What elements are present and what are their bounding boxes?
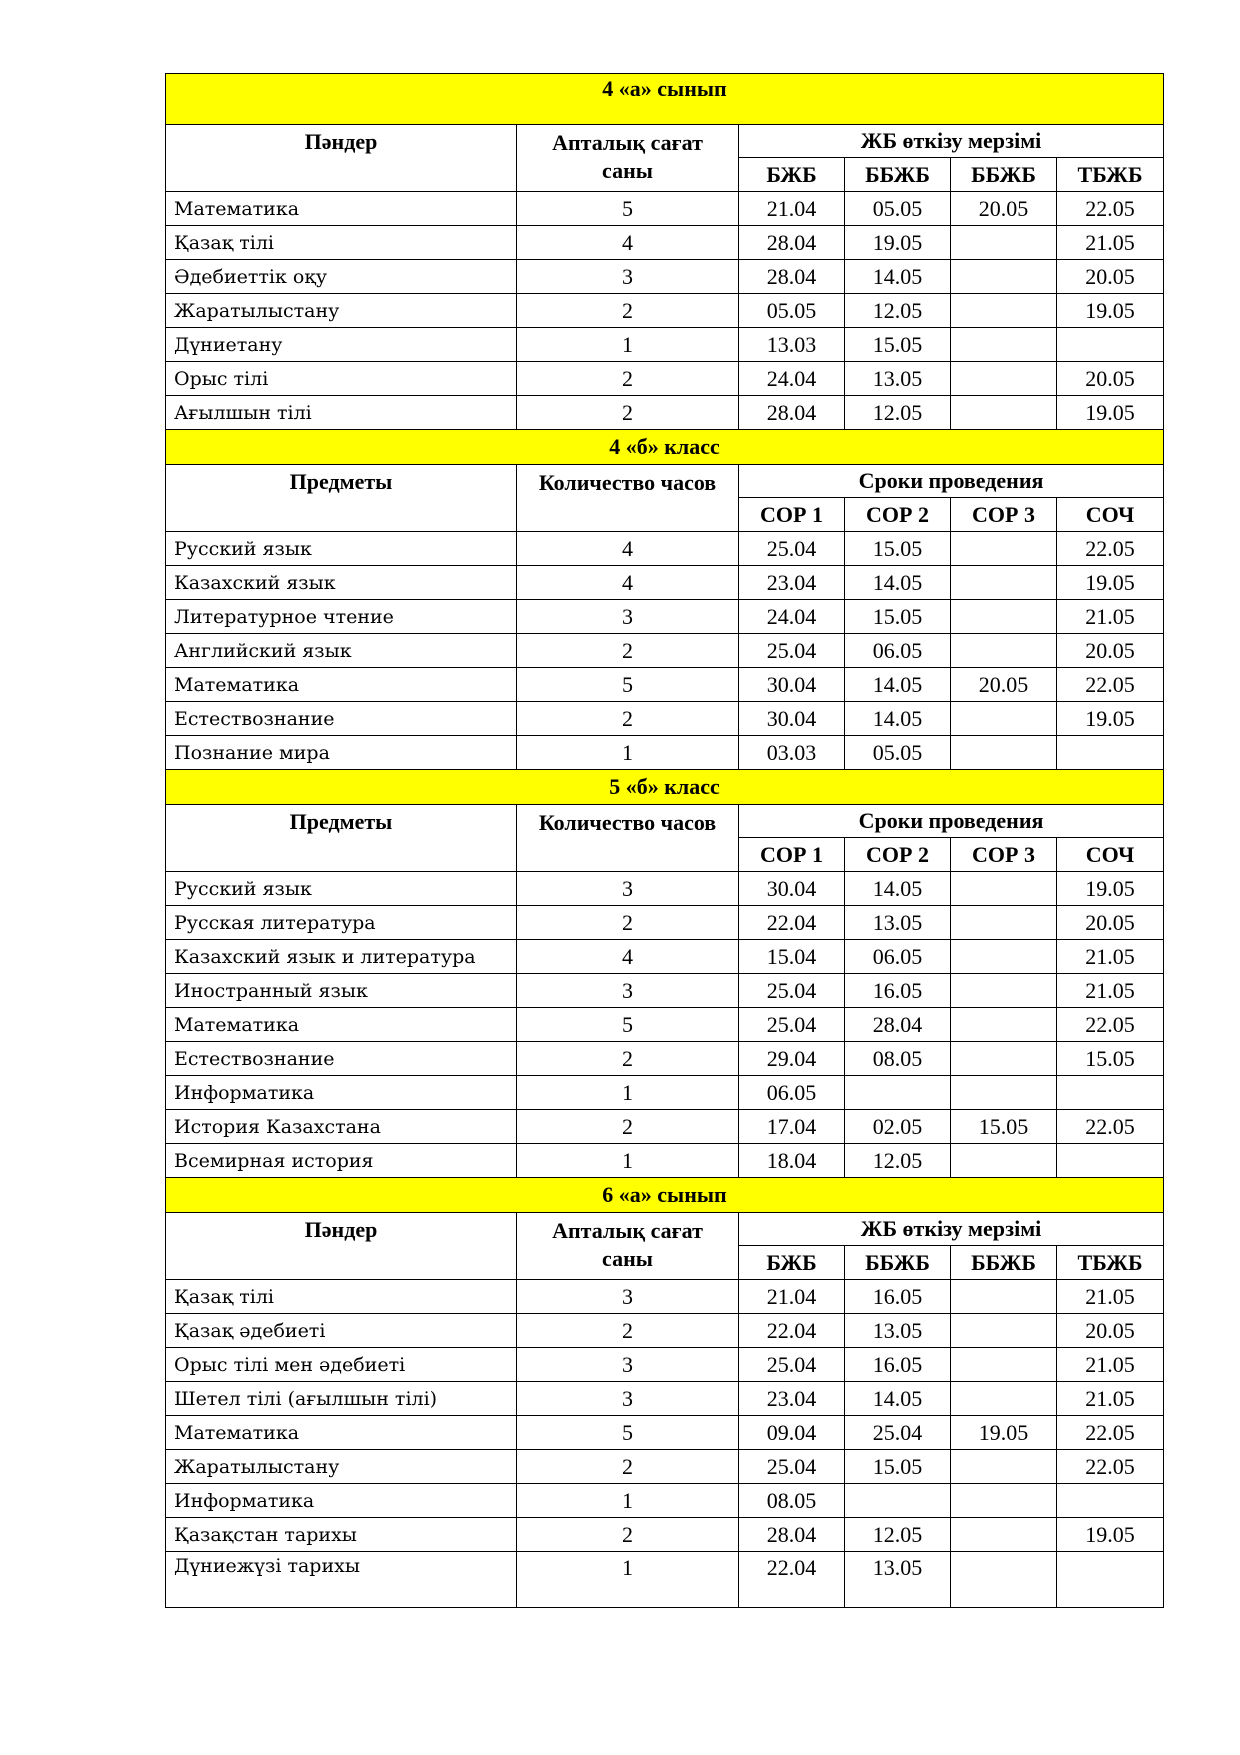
subject-cell: Математика <box>166 192 517 226</box>
date-cell: 12.05 <box>845 294 951 328</box>
date-cell: 25.04 <box>739 974 845 1008</box>
header-row <box>166 805 1164 838</box>
date-cell: 13.03 <box>739 328 845 362</box>
date-cell: 12.05 <box>845 1518 951 1552</box>
hours-cell: 2 <box>517 1042 739 1076</box>
date-cell: 20.05 <box>1057 634 1164 668</box>
hours-cell: 3 <box>517 974 739 1008</box>
header-row <box>166 1213 1164 1246</box>
assessment-schedule-table <box>165 73 1164 1608</box>
hours-cell: 2 <box>517 362 739 396</box>
date-cell: 28.04 <box>845 1008 951 1042</box>
assessment-column-header: СОР 3 <box>951 498 1057 532</box>
date-cell: 16.05 <box>845 1280 951 1314</box>
subject-cell: Английский язык <box>166 634 517 668</box>
section-title-row <box>166 770 1164 805</box>
date-cell: 30.04 <box>739 872 845 906</box>
dates-column-header: ЖБ өткізу мерзімі <box>739 125 1164 158</box>
date-cell: 28.04 <box>739 260 845 294</box>
date-cell <box>951 328 1057 362</box>
section-title: 5 «б» класс <box>166 770 1164 805</box>
subject-cell: Жаратылыстану <box>166 1450 517 1484</box>
date-cell <box>951 1348 1057 1382</box>
subject-cell: Всемирная история <box>166 1144 517 1178</box>
date-cell: 25.04 <box>739 532 845 566</box>
assessment-column-header: СОР 2 <box>845 838 951 872</box>
date-cell: 25.04 <box>739 1348 845 1382</box>
table-row <box>166 328 1164 362</box>
section-title-row <box>166 430 1164 465</box>
table-row <box>166 600 1164 634</box>
table-row <box>166 1416 1164 1450</box>
subject-cell: Қазақ тілі <box>166 1280 517 1314</box>
date-cell: 13.05 <box>845 362 951 396</box>
date-cell <box>951 532 1057 566</box>
date-cell: 22.05 <box>1057 668 1164 702</box>
date-cell: 19.05 <box>1057 566 1164 600</box>
section-title: 4 «а» сынып <box>166 74 1164 125</box>
table-row <box>166 362 1164 396</box>
assessment-column-header: СОР 1 <box>739 498 845 532</box>
date-cell: 19.05 <box>1057 396 1164 430</box>
hours-cell: 5 <box>517 668 739 702</box>
subject-cell: Қазақстан тарихы <box>166 1518 517 1552</box>
date-cell: 14.05 <box>845 702 951 736</box>
date-cell <box>1057 736 1164 770</box>
date-cell: 19.05 <box>1057 702 1164 736</box>
date-cell <box>951 260 1057 294</box>
table-row <box>166 260 1164 294</box>
subject-cell: Ағылшын тілі <box>166 396 517 430</box>
table-row <box>166 396 1164 430</box>
hours-cell: 3 <box>517 1348 739 1382</box>
date-cell: 25.04 <box>845 1416 951 1450</box>
hours-cell: 5 <box>517 1416 739 1450</box>
subject-cell: Дүниежүзі тарихы <box>166 1552 517 1608</box>
table-row <box>166 668 1164 702</box>
date-cell: 21.05 <box>1057 600 1164 634</box>
subject-cell: Математика <box>166 1416 517 1450</box>
table-row <box>166 736 1164 770</box>
date-cell <box>1057 328 1164 362</box>
assessment-column-header: ББЖБ <box>951 158 1057 192</box>
date-cell: 08.05 <box>845 1042 951 1076</box>
subject-cell: Жаратылыстану <box>166 294 517 328</box>
date-cell: 06.05 <box>845 940 951 974</box>
table-row <box>166 1008 1164 1042</box>
date-cell: 22.05 <box>1057 1110 1164 1144</box>
subject-cell: Қазақ әдебиеті <box>166 1314 517 1348</box>
table-row <box>166 634 1164 668</box>
date-cell <box>951 1314 1057 1348</box>
table-row <box>166 1314 1164 1348</box>
date-cell: 20.05 <box>951 192 1057 226</box>
date-cell <box>951 396 1057 430</box>
table-row <box>166 872 1164 906</box>
subject-cell: Казахский язык и литература <box>166 940 517 974</box>
date-cell <box>951 940 1057 974</box>
section-title-row <box>166 1178 1164 1213</box>
date-cell: 19.05 <box>951 1416 1057 1450</box>
assessment-column-header: ББЖБ <box>845 1246 951 1280</box>
date-cell: 12.05 <box>845 1144 951 1178</box>
date-cell: 22.05 <box>1057 1008 1164 1042</box>
date-cell <box>951 1450 1057 1484</box>
subject-cell: Естествознание <box>166 1042 517 1076</box>
hours-cell: 4 <box>517 566 739 600</box>
date-cell: 14.05 <box>845 872 951 906</box>
date-cell <box>1057 1552 1164 1608</box>
table-row <box>166 1280 1164 1314</box>
date-cell <box>951 702 1057 736</box>
section-title: 4 «б» класс <box>166 430 1164 465</box>
date-cell: 21.05 <box>1057 1280 1164 1314</box>
table-row <box>166 1552 1164 1608</box>
assessment-column-header: ББЖБ <box>845 158 951 192</box>
date-cell: 15.05 <box>845 1450 951 1484</box>
assessment-column-header: СОЧ <box>1057 838 1164 872</box>
date-cell: 05.05 <box>845 192 951 226</box>
date-cell: 15.04 <box>739 940 845 974</box>
table-row <box>166 1518 1164 1552</box>
hours-cell: 3 <box>517 872 739 906</box>
subject-cell: Познание мира <box>166 736 517 770</box>
date-cell: 03.03 <box>739 736 845 770</box>
subject-cell: Математика <box>166 668 517 702</box>
date-cell: 19.05 <box>845 226 951 260</box>
hours-cell: 4 <box>517 226 739 260</box>
date-cell: 21.05 <box>1057 974 1164 1008</box>
table-row <box>166 1450 1164 1484</box>
date-cell: 14.05 <box>845 1382 951 1416</box>
hours-cell: 2 <box>517 1450 739 1484</box>
hours-cell: 1 <box>517 736 739 770</box>
date-cell: 21.05 <box>1057 1348 1164 1382</box>
subject-cell: История Казахстана <box>166 1110 517 1144</box>
subject-cell: Орыс тілі <box>166 362 517 396</box>
date-cell: 19.05 <box>1057 1518 1164 1552</box>
date-cell: 15.05 <box>1057 1042 1164 1076</box>
date-cell: 24.04 <box>739 362 845 396</box>
date-cell <box>951 872 1057 906</box>
date-cell: 22.05 <box>1057 532 1164 566</box>
date-cell <box>951 362 1057 396</box>
hours-cell: 4 <box>517 532 739 566</box>
date-cell: 08.05 <box>739 1484 845 1518</box>
date-cell <box>951 600 1057 634</box>
date-cell: 02.05 <box>845 1110 951 1144</box>
table-row <box>166 1076 1164 1110</box>
hours-cell: 2 <box>517 1110 739 1144</box>
date-cell <box>951 1280 1057 1314</box>
hours-cell: 2 <box>517 906 739 940</box>
date-cell: 13.05 <box>845 1552 951 1608</box>
assessment-column-header: СОР 1 <box>739 838 845 872</box>
hours-cell: 3 <box>517 260 739 294</box>
subject-cell: Информатика <box>166 1484 517 1518</box>
assessment-column-header: БЖБ <box>739 1246 845 1280</box>
table-row <box>166 974 1164 1008</box>
dates-column-header: Сроки проведения <box>739 465 1164 498</box>
table-row <box>166 1110 1164 1144</box>
date-cell: 21.04 <box>739 1280 845 1314</box>
date-cell: 09.04 <box>739 1416 845 1450</box>
subject-cell: Естествознание <box>166 702 517 736</box>
date-cell: 21.04 <box>739 192 845 226</box>
hours-column-header: Апталық сағат саны <box>517 125 739 192</box>
hours-cell: 2 <box>517 702 739 736</box>
date-cell: 25.04 <box>739 1008 845 1042</box>
date-cell <box>951 294 1057 328</box>
subject-cell: Информатика <box>166 1076 517 1110</box>
hours-cell: 3 <box>517 600 739 634</box>
date-cell: 14.05 <box>845 260 951 294</box>
date-cell: 29.04 <box>739 1042 845 1076</box>
date-cell: 15.05 <box>845 532 951 566</box>
table-row <box>166 702 1164 736</box>
assessment-column-header: ТБЖБ <box>1057 158 1164 192</box>
table-row <box>166 226 1164 260</box>
hours-column-header: Количество часов <box>517 465 739 532</box>
table-row <box>166 294 1164 328</box>
date-cell <box>951 1008 1057 1042</box>
hours-cell: 4 <box>517 940 739 974</box>
date-cell: 25.04 <box>739 1450 845 1484</box>
date-cell: 28.04 <box>739 226 845 260</box>
hours-column-header: Количество часов <box>517 805 739 872</box>
date-cell: 05.05 <box>845 736 951 770</box>
date-cell: 13.05 <box>845 1314 951 1348</box>
subject-cell: Казахский язык <box>166 566 517 600</box>
date-cell: 20.05 <box>1057 362 1164 396</box>
date-cell: 28.04 <box>739 396 845 430</box>
date-cell <box>951 226 1057 260</box>
subject-column-header: Предметы <box>166 805 517 872</box>
subject-cell: Қазақ тілі <box>166 226 517 260</box>
hours-cell: 2 <box>517 634 739 668</box>
date-cell <box>1057 1144 1164 1178</box>
assessment-column-header: ББЖБ <box>951 1246 1057 1280</box>
date-cell: 22.05 <box>1057 192 1164 226</box>
dates-column-header: Сроки проведения <box>739 805 1164 838</box>
date-cell <box>951 1144 1057 1178</box>
date-cell: 23.04 <box>739 566 845 600</box>
date-cell: 22.04 <box>739 906 845 940</box>
date-cell: 15.05 <box>951 1110 1057 1144</box>
section-title-row <box>166 74 1164 125</box>
subject-cell: Русская литература <box>166 906 517 940</box>
hours-cell: 3 <box>517 1280 739 1314</box>
hours-cell: 1 <box>517 1076 739 1110</box>
date-cell: 19.05 <box>1057 872 1164 906</box>
date-cell <box>951 1552 1057 1608</box>
subject-cell: Русский язык <box>166 872 517 906</box>
subject-column-header: Пәндер <box>166 125 517 192</box>
date-cell: 22.05 <box>1057 1450 1164 1484</box>
date-cell: 21.05 <box>1057 1382 1164 1416</box>
table-row <box>166 1144 1164 1178</box>
date-cell: 05.05 <box>739 294 845 328</box>
subject-cell: Русский язык <box>166 532 517 566</box>
subject-cell: Дүниетану <box>166 328 517 362</box>
assessment-column-header: БЖБ <box>739 158 845 192</box>
date-cell: 16.05 <box>845 974 951 1008</box>
table-row <box>166 1484 1164 1518</box>
date-cell: 22.05 <box>1057 1416 1164 1450</box>
table-row <box>166 1382 1164 1416</box>
date-cell: 15.05 <box>845 328 951 362</box>
dates-column-header: ЖБ өткізу мерзімі <box>739 1213 1164 1246</box>
hours-cell: 2 <box>517 1518 739 1552</box>
date-cell: 23.04 <box>739 1382 845 1416</box>
date-cell: 18.04 <box>739 1144 845 1178</box>
date-cell: 30.04 <box>739 702 845 736</box>
date-cell: 17.04 <box>739 1110 845 1144</box>
date-cell: 21.05 <box>1057 226 1164 260</box>
table-row <box>166 940 1164 974</box>
subject-cell: Шетел тілі (ағылшын тілі) <box>166 1382 517 1416</box>
hours-cell: 2 <box>517 1314 739 1348</box>
date-cell: 16.05 <box>845 1348 951 1382</box>
date-cell <box>951 974 1057 1008</box>
date-cell: 25.04 <box>739 634 845 668</box>
date-cell: 22.04 <box>739 1314 845 1348</box>
date-cell <box>951 736 1057 770</box>
subject-column-header: Пәндер <box>166 1213 517 1280</box>
date-cell: 19.05 <box>1057 294 1164 328</box>
date-cell <box>1057 1076 1164 1110</box>
hours-cell: 2 <box>517 396 739 430</box>
assessment-column-header: СОЧ <box>1057 498 1164 532</box>
assessment-column-header: СОР 3 <box>951 838 1057 872</box>
date-cell: 20.05 <box>951 668 1057 702</box>
date-cell <box>951 1042 1057 1076</box>
hours-cell: 1 <box>517 1484 739 1518</box>
hours-cell: 2 <box>517 294 739 328</box>
subject-column-header: Предметы <box>166 465 517 532</box>
hours-cell: 1 <box>517 328 739 362</box>
date-cell <box>951 1382 1057 1416</box>
assessment-column-header: СОР 2 <box>845 498 951 532</box>
header-row <box>166 125 1164 158</box>
subject-cell: Литературное чтение <box>166 600 517 634</box>
date-cell: 20.05 <box>1057 260 1164 294</box>
hours-cell: 3 <box>517 1382 739 1416</box>
date-cell: 30.04 <box>739 668 845 702</box>
date-cell <box>951 634 1057 668</box>
section-title: 6 «а» сынып <box>166 1178 1164 1213</box>
date-cell: 20.05 <box>1057 906 1164 940</box>
table-row <box>166 906 1164 940</box>
subject-cell: Орыс тілі мен әдебиеті <box>166 1348 517 1382</box>
date-cell: 14.05 <box>845 566 951 600</box>
date-cell <box>951 1484 1057 1518</box>
date-cell: 21.05 <box>1057 940 1164 974</box>
date-cell <box>845 1076 951 1110</box>
subject-cell: Әдебиеттік оқу <box>166 260 517 294</box>
table-row <box>166 1042 1164 1076</box>
date-cell: 20.05 <box>1057 1314 1164 1348</box>
date-cell <box>951 906 1057 940</box>
hours-cell: 1 <box>517 1144 739 1178</box>
table-row <box>166 192 1164 226</box>
header-row <box>166 465 1164 498</box>
hours-cell: 5 <box>517 192 739 226</box>
table-row <box>166 532 1164 566</box>
hours-column-header: Апталық сағат саны <box>517 1213 739 1280</box>
subject-cell: Математика <box>166 1008 517 1042</box>
date-cell <box>845 1484 951 1518</box>
date-cell: 12.05 <box>845 396 951 430</box>
table-row <box>166 566 1164 600</box>
date-cell: 28.04 <box>739 1518 845 1552</box>
subject-cell: Иностранный язык <box>166 974 517 1008</box>
date-cell <box>951 1518 1057 1552</box>
date-cell <box>1057 1484 1164 1518</box>
assessment-column-header: ТБЖБ <box>1057 1246 1164 1280</box>
date-cell: 15.05 <box>845 600 951 634</box>
schedule-document <box>165 73 1163 1608</box>
date-cell <box>951 1076 1057 1110</box>
date-cell: 13.05 <box>845 906 951 940</box>
date-cell: 14.05 <box>845 668 951 702</box>
table-row <box>166 1348 1164 1382</box>
date-cell: 22.04 <box>739 1552 845 1608</box>
date-cell: 06.05 <box>845 634 951 668</box>
date-cell: 24.04 <box>739 600 845 634</box>
date-cell: 06.05 <box>739 1076 845 1110</box>
hours-cell: 5 <box>517 1008 739 1042</box>
date-cell <box>951 566 1057 600</box>
hours-cell: 1 <box>517 1552 739 1608</box>
